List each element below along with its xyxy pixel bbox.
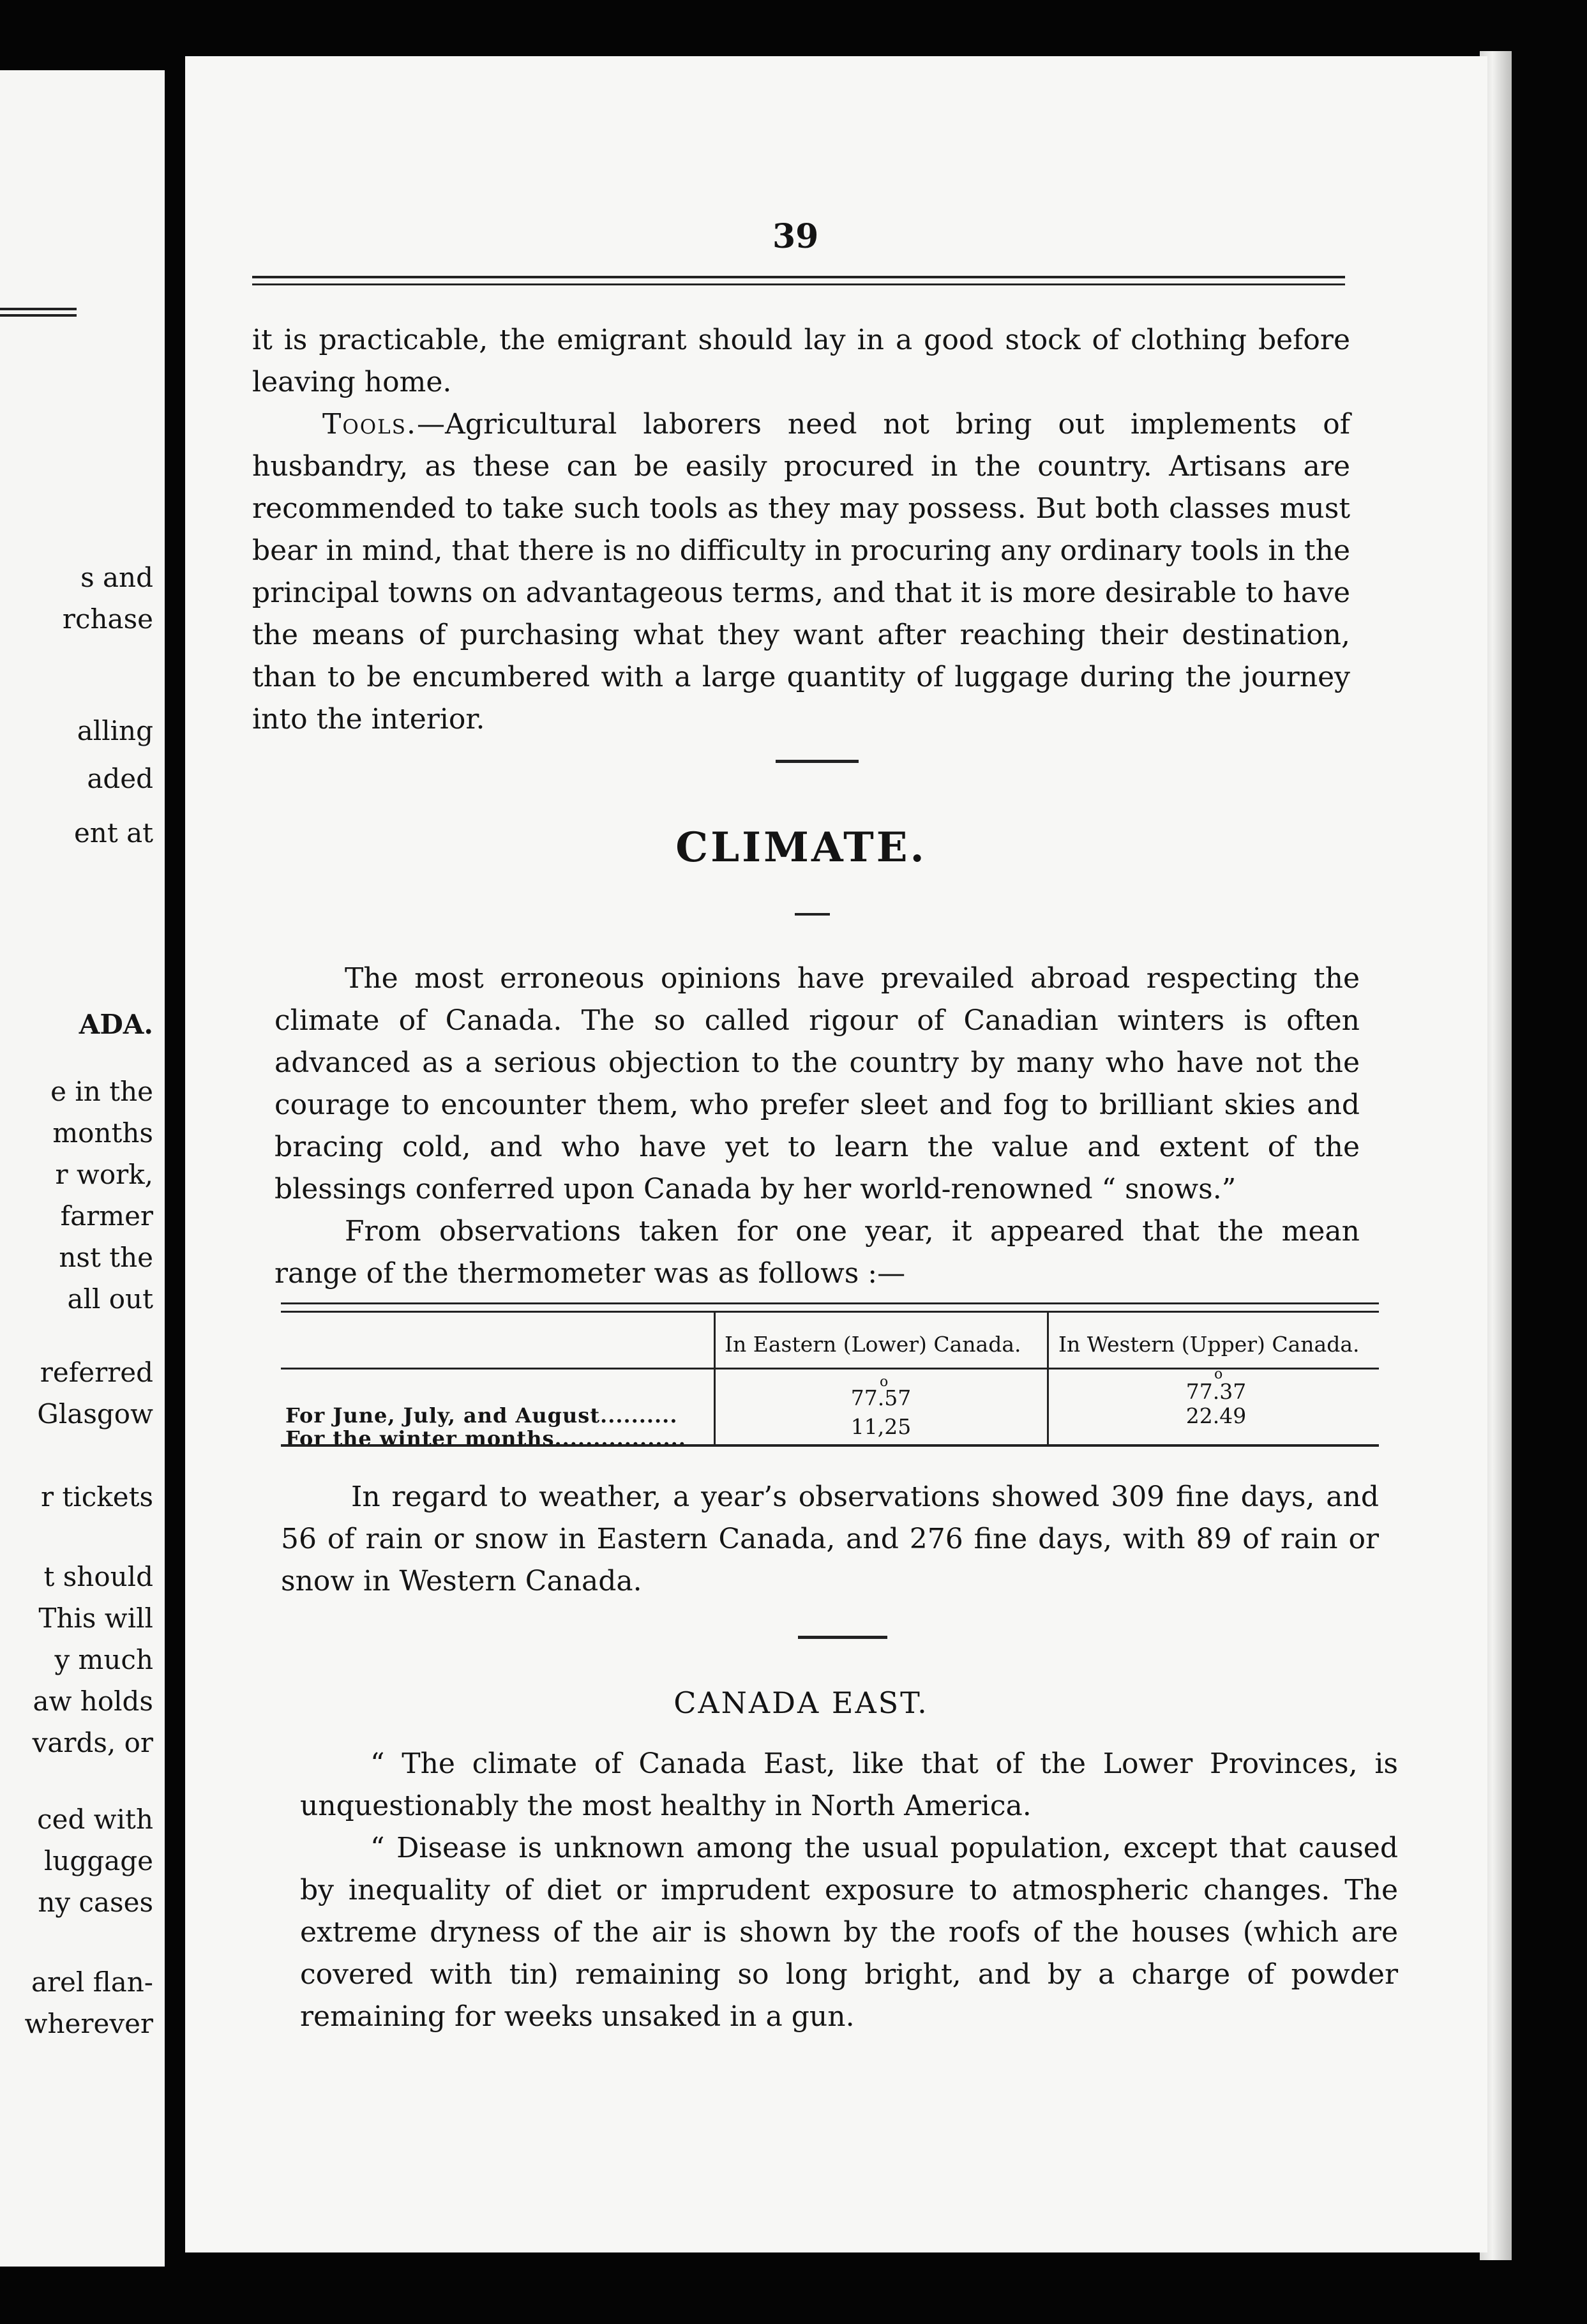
left-page-line: luggage [43,1845,153,1876]
table-header-western: In Western (Upper) Canada. [1058,1332,1360,1357]
left-page-line: y much [54,1644,153,1675]
section-divider [798,1636,887,1639]
left-page-line: ced with [37,1804,153,1835]
table-bottom-rule [281,1444,1379,1447]
tools-text: —Agricultural laborers need not bring out implements of husbandry, as these can be easily procured in the country. Artisans are recommended to take such tools as they may possess. But both classes must bear in mind, that there is no difficulty in procuring any ordinary tools in the principal towns on advantageous terms, and that it is more desirable to have the means of purchasing what they want after reaching their destination, than to be encumbered with a large quantity of luggage during the journey into the interior. [252,408,1350,736]
table-header-eastern: In Eastern (Lower) Canada. [725,1332,1021,1357]
table-row-label: For the winter months................. [285,1426,686,1451]
header-rule [252,276,1345,285]
tools-lead: Tools. [322,408,417,441]
table-cell-eastern-summer: 77.57 [850,1385,912,1410]
book-gutter [167,0,185,2324]
weather-paragraph [281,1476,1379,1603]
intro-text: it is practicable, the emigrant should lay in a good stock of clothing before leaving home. [252,324,1350,398]
table-cell-western-summer: 77.37 [1185,1379,1247,1404]
left-page-line: farmer [60,1200,153,1232]
intro-paragraph [252,319,1350,741]
climate-paragraphs [275,958,1360,1295]
left-page-line: all out [67,1283,153,1315]
table-column-divider [1047,1313,1049,1444]
left-page-rule [0,314,77,317]
left-page-line: rchase [62,603,153,635]
left-page-line: r tickets [41,1481,153,1513]
left-page-line: nst the [59,1242,153,1273]
left-page-line: wherever [24,2008,153,2039]
left-page-line: e in the [50,1076,153,1107]
east-para-1: “ The climate of Canada East, like that of the Lower Provinces, is unquestionably the most healthy in North America. [300,1747,1398,1822]
left-page-line: months [52,1117,153,1149]
left-page-line: ny cases [38,1887,153,1918]
left-page-line: alling [77,715,153,746]
heading-dash [795,913,830,916]
degree-mark: o [880,1374,889,1390]
left-page-line: aw holds [33,1686,153,1717]
degree-mark: o [1214,1366,1223,1382]
page-number: 39 [772,217,819,256]
left-page-line: vards, or [32,1727,153,1758]
previous-page-fragment [0,70,165,2267]
left-page-line: This will [38,1603,153,1634]
climate-heading: CLIMATE. [675,824,927,871]
left-page-rule [0,308,77,310]
left-page-line: Glasgow [37,1398,153,1430]
canada-east-heading: CANADA EAST. [673,1686,929,1720]
left-page-line: r work, [55,1159,153,1190]
left-page-line: ADA. [79,1009,153,1040]
canada-east-paragraphs [300,1743,1398,2038]
weather-text: In regard to weather, a year’s observations showed 309 fine days, and 56 of rain or snow in Eastern Canada, and 276 fine days, with 89 of rain or snow in Western Canada. [281,1481,1379,1597]
east-para-2: “ Disease is unknown among the usual population, except that caused by inequality of diet or imprudent exposure to atmospheric changes. The extreme dryness of the air is shown by the roofs of the houses (which are covered with tin) remaining so long bright, and by a charge of powder remaining for weeks unsaked in a gun. [300,1832,1398,2033]
table-column-divider [714,1313,716,1444]
left-page-line: referred [40,1357,153,1388]
climate-para-1: The most erroneous opinions have prevailed abroad respecting the climate of Canada. The so called rigour of Canadian winters is often advanced as a serious objection to the country by many who have not the courage to encounter them, who prefer sleet and fog to brilliant skies and bracing cold, and who have yet to learn the value and extent of the blessings conferred upon Canada by her world-renowned “ snows.” [275,962,1360,1205]
left-page-line: t should [43,1561,153,1592]
tools-paragraph [252,404,1350,741]
left-page-line: arel flan- [31,1966,153,1998]
left-page-line: aded [87,763,153,794]
table-cell-eastern-winter: 11,25 [850,1414,912,1439]
left-page-line: ent at [73,817,153,849]
section-divider [776,760,859,763]
table-row-label: For June, July, and August.......... [285,1403,678,1428]
climate-para-2: From observations taken for one year, it appeared that the mean range of the thermometer was as follows :— [275,1215,1360,1290]
table-top-rule [281,1302,1379,1313]
table-cell-western-winter: 22.49 [1185,1403,1247,1428]
left-page-line: s and [80,562,153,593]
